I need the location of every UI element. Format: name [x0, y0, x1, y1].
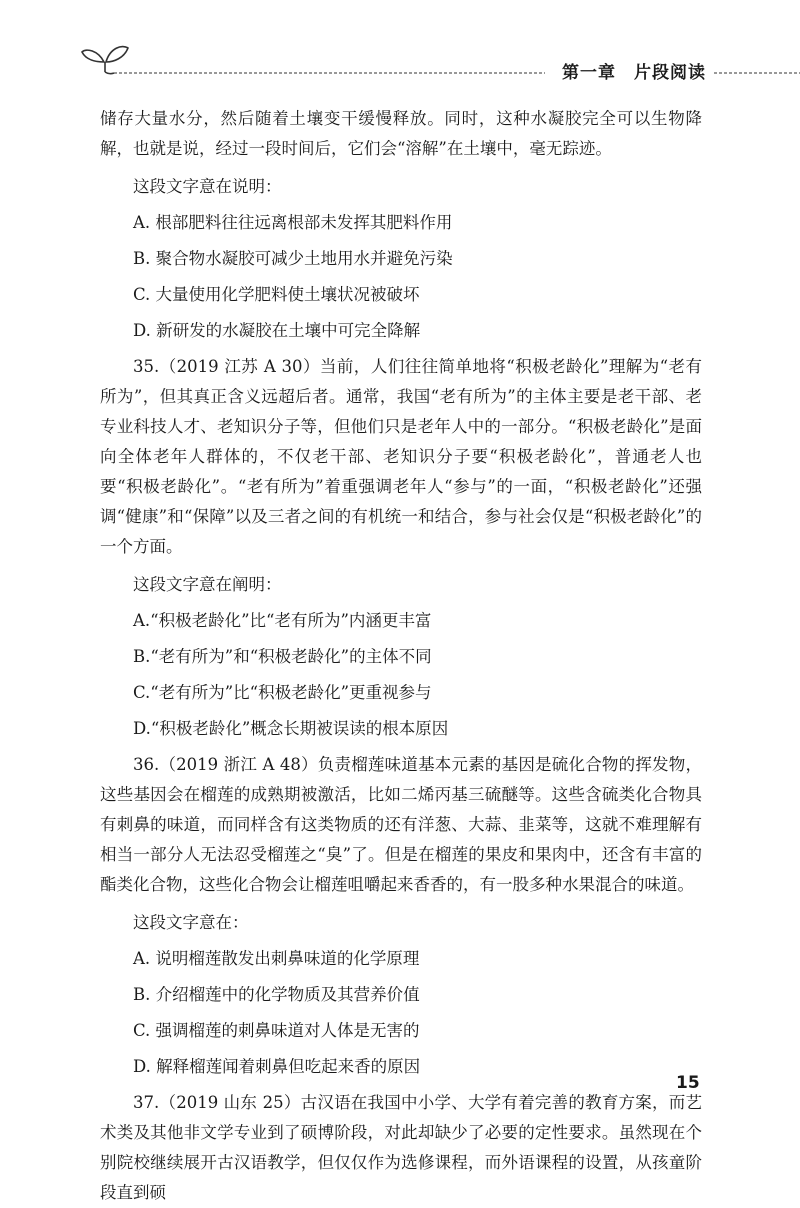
question-36 [100, 750, 702, 1082]
option-d: D. 解释榴莲闻着刺鼻但吃起来香的原因 [133, 1057, 421, 1076]
question-37 [100, 1088, 702, 1208]
option-b: B. 聚合物水凝胶可减少土地用水并避免污染 [133, 249, 453, 268]
question-stem: 这段文字意在阐明： [133, 575, 282, 594]
intro-question [100, 104, 702, 346]
option-a: A. 根部肥料往往远离根部未发挥其肥料作用 [133, 213, 453, 232]
option-b: B. 介绍榴莲中的化学物质及其营养价值 [133, 985, 420, 1004]
option-d: D.“积极老龄化”概念长期被误读的根本原因 [133, 719, 449, 738]
question-stem: 这段文字意在： [133, 913, 249, 932]
question-35 [100, 352, 702, 744]
option-list [100, 944, 702, 1082]
option-a: A.“积极老龄化”比“老有所为”内涵更丰富 [133, 611, 432, 630]
option-c: C.“老有所为”比“积极老龄化”更重视参与 [133, 683, 432, 702]
question-paragraph: 36.（2019 浙江 A 48）负责榴莲味道基本元素的基因是硫化合物的挥发物，这些基因会在榴莲的成熟期被激活，比如二烯丙基三硫醚等。这些含硫类化合物具有刺鼻的味道，而同样含有这类物质的还有洋葱、大蒜、韭菜等，这就不难理解有相当一部分人无法忍受榴莲之“臭”了。但是在榴莲的果皮和果肉中，还含有丰富的酯类化合物，这些化合物会让榴莲咀嚼起来香香的，有一股多种水果混合的味道。 [100, 755, 702, 894]
page-content [100, 104, 702, 1208]
intro-paragraph: 储存大量水分，然后随着土壤变干缓慢释放。同时，这种水凝胶完全可以生物降解，也就是说，经过一段时间后，它们会“溶解”在土壤中，毫无踪迹。 [100, 109, 702, 158]
option-d: D. 新研发的水凝胶在土壤中可完全降解 [133, 321, 421, 340]
question-stem: 这段文字意在说明： [133, 177, 282, 196]
option-list [100, 208, 702, 346]
option-list [100, 606, 702, 744]
sprout-icon [82, 47, 128, 74]
chapter-title: 第一章 片段阅读 [556, 58, 712, 83]
page-number: 15 [676, 1073, 700, 1093]
question-paragraph: 35.（2019 江苏 A 30）当前，人们往往简单地将“积极老龄化”理解为“老有所为”，但其真正含义远超后者。通常，我国“老有所为”的主体主要是老干部、老专业科技人才、老知识分子等，但他们只是老年人中的一部分。“积极老龄化”是面向全体老年人群体的，不仅老干部、老知识分子要“积极老龄化”，普通老人也要“积极老龄化”。“老有所为”着重强调老年人“参与”的一面，“积极老龄化”还强调“健康”和“保障”以及三者之间的有机统一和结合，参与社会仅是“积极老龄化”的一个方面。 [100, 357, 702, 556]
question-paragraph: 37.（2019 山东 25）古汉语在我国中小学、大学有着完善的教育方案，而艺术类及其他非文学专业到了硕博阶段，对此却缺少了必要的定性要求。虽然现在个别院校继续展开古汉语教学，但仅仅作为选修课程，而外语课程的设置，从孩童阶段直到硕 [100, 1093, 702, 1202]
option-c: C. 大量使用化学肥料使土壤状况被破坏 [133, 285, 420, 304]
option-c: C. 强调榴莲的刺鼻味道对人体是无害的 [133, 1021, 420, 1040]
option-a: A. 说明榴莲散发出刺鼻味道的化学原理 [133, 949, 420, 968]
page-header [0, 0, 800, 90]
option-b: B.“老有所为”和“积极老龄化”的主体不同 [133, 647, 432, 666]
